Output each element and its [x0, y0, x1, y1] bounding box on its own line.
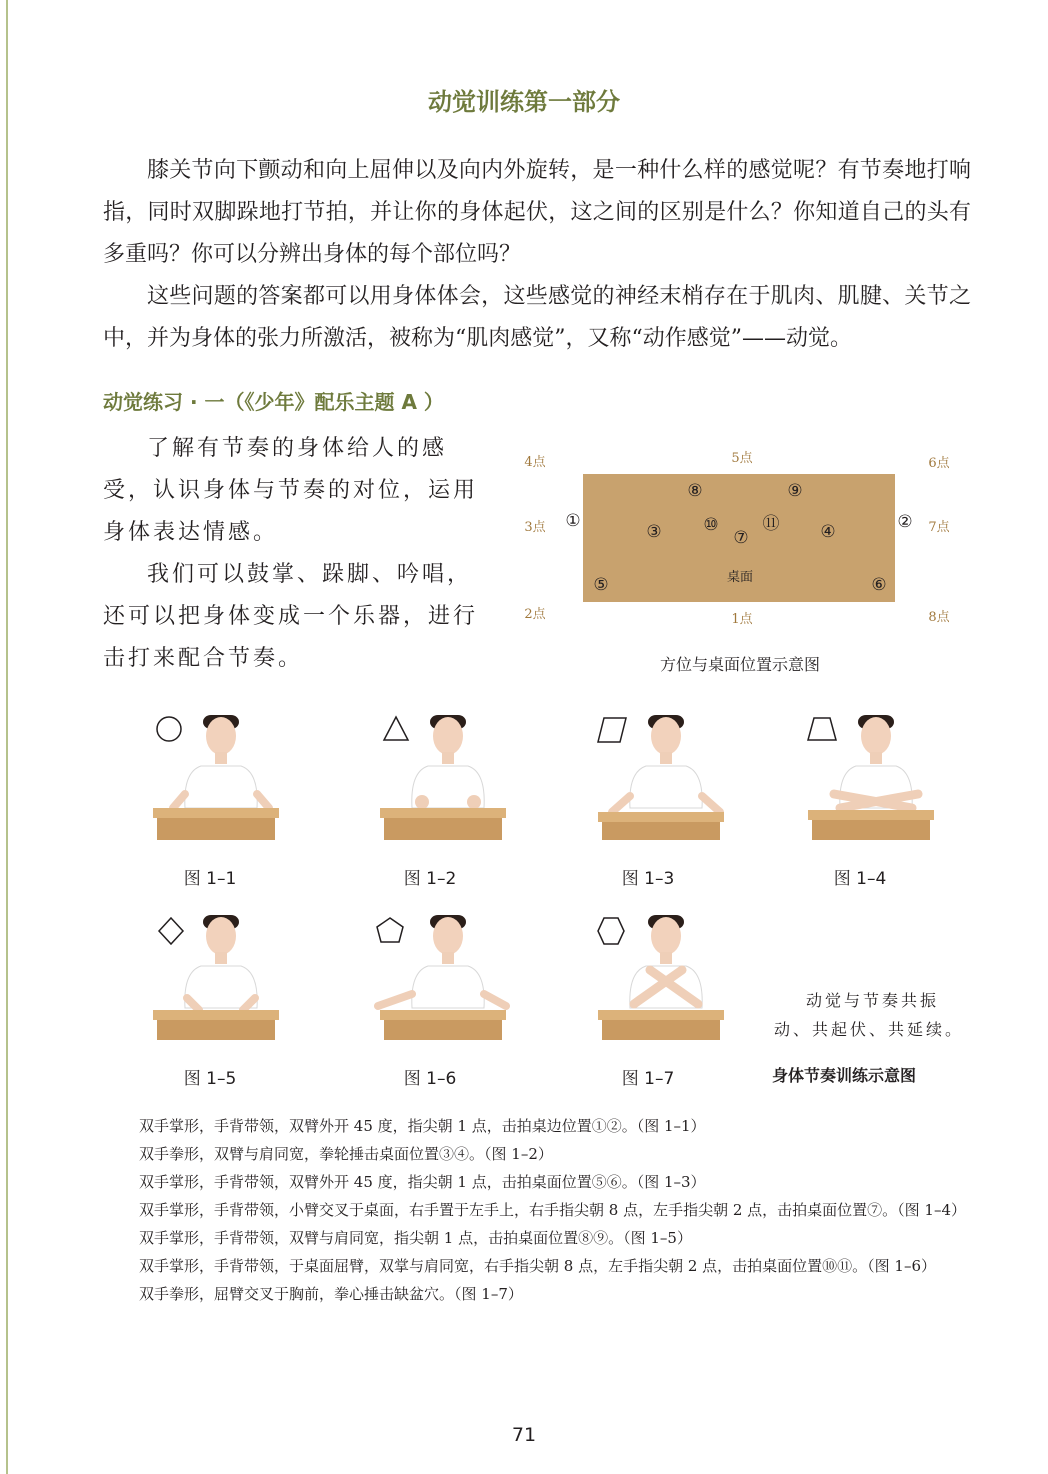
- figure-1-1-caption: 图 1–1: [183, 869, 237, 889]
- description-item: 双手掌形，手背带领，于桌面屈臂，双掌与肩同宽，右手指尖朝 8 点，左手指尖朝 2 点，击拍桌面位置⑩⑪。（图 1–6）: [139, 1257, 937, 1275]
- direction-point-2: 2点: [524, 607, 546, 622]
- page-number: 71: [511, 1424, 537, 1446]
- section-heading: 动觉练习 · 一（《少年》配乐主题 A ）: [103, 390, 444, 414]
- diagram-caption: 方位与桌面位置示意图: [659, 655, 820, 674]
- figure-1-4-caption: 图 1–4: [833, 869, 887, 889]
- description-item: 双手拳形，屈臂交叉于胸前，拳心捶击缺盆穴。（图 1–7）: [139, 1285, 523, 1303]
- figure-1-2-caption: 图 1–2: [403, 869, 457, 889]
- table-marker-10: ⑩: [703, 515, 719, 535]
- table-marker-2: ②: [897, 512, 913, 532]
- diamond-symbol-icon: [159, 918, 183, 944]
- figure-1-6: [372, 912, 512, 1042]
- table-marker-4: ④: [820, 522, 836, 542]
- figure-1-4: [800, 712, 940, 842]
- description-item: 双手掌形，手背带领，双臂与肩同宽，指尖朝 1 点，击拍桌面位置⑧⑨。（图 1–5）: [139, 1229, 692, 1247]
- section-paragraph-2: 我们可以鼓掌、跺脚、吟唱，还可以把身体变成一个乐器，进行击打来配合节奏。: [103, 562, 479, 671]
- position-diagram: [515, 440, 965, 650]
- description-item: 双手拳形，双臂与肩同宽，拳轮捶击桌面位置③④。（图 1–2）: [139, 1145, 553, 1163]
- table-surface-label: 桌面: [726, 570, 754, 585]
- table-marker-11: ⑪: [762, 514, 780, 534]
- direction-point-7: 7点: [928, 520, 950, 535]
- trapezoid-symbol-icon: [808, 718, 836, 740]
- table-marker-8: ⑧: [687, 481, 703, 501]
- table-marker-1: ①: [565, 511, 581, 531]
- direction-point-8: 8点: [928, 610, 950, 625]
- section-text: [103, 428, 479, 680]
- direction-point-4: 4点: [524, 455, 546, 470]
- direction-point-3: 3点: [524, 520, 546, 535]
- figure-1-3-caption: 图 1–3: [621, 869, 675, 889]
- figure-1-3: [590, 712, 730, 842]
- description-item: 双手掌形，手背带领，小臂交叉于桌面，右手置于左手上，右手指尖朝 8 点，左手指尖朝 2 点，击拍桌面位置⑦。（图 1–4）: [139, 1201, 967, 1219]
- table-marker-5: ⑤: [593, 575, 609, 595]
- table-marker-3: ③: [646, 522, 662, 542]
- direction-point-1: 1点: [731, 612, 753, 627]
- description-item: 双手掌形，手背带领，双臂外开 45 度，指尖朝 1 点，击拍桌边位置①②。（图 1–1）: [139, 1117, 706, 1135]
- side-note: [774, 986, 970, 1044]
- figure-1-5: [145, 912, 285, 1042]
- page-title: 动觉训练第一部分: [428, 88, 620, 116]
- table-marker-7: ⑦: [733, 528, 749, 548]
- direction-point-6: 6点: [928, 456, 950, 471]
- hexagon-symbol-icon: [598, 918, 624, 944]
- pentagon-symbol-icon: [377, 918, 403, 942]
- position-diagram-svg: [515, 440, 965, 650]
- intro-paragraph-2: 这些问题的答案都可以用身体体会，这些感觉的神经末梢存在于肌肉、肌腱、关节之中，并为身体的张力所激活，被称为“肌肉感觉”，又称“动作感觉”——动觉。: [103, 284, 971, 351]
- figure-1-2: [372, 712, 512, 842]
- figure-1-5-caption: 图 1–5: [183, 1069, 237, 1089]
- figure-1-7: [590, 912, 730, 1042]
- intro-text: [103, 150, 971, 360]
- table-marker-9: ⑨: [787, 481, 803, 501]
- figure-1-1: [145, 712, 285, 842]
- side-note-text: 动觉与节奏共振动、共起伏、共延续。: [774, 991, 965, 1039]
- side-caption: 身体节奏训练示意图: [772, 1066, 917, 1085]
- parallelogram-symbol-icon: [598, 718, 626, 742]
- direction-point-5: 5点: [731, 451, 753, 466]
- figure-1-6-caption: 图 1–6: [403, 1069, 457, 1089]
- page-margin-line: [6, 0, 8, 1474]
- section-paragraph-1: 了解有节奏的身体给人的感受，认识身体与节奏的对位，运用身体表达情感。: [103, 436, 479, 545]
- table-marker-6: ⑥: [871, 575, 887, 595]
- intro-paragraph-1: 膝关节向下颤动和向上屈伸以及向内外旋转，是一种什么样的感觉呢？有节奏地打响指，同时双脚跺地打节拍，并让你的身体起伏，这之间的区别是什么？你知道自己的头有多重吗？你可以分辨出身体的每个部位吗？: [103, 158, 971, 267]
- circle-symbol-icon: [157, 717, 181, 741]
- triangle-symbol-icon: [384, 717, 408, 740]
- description-item: 双手掌形，手背带领，双臂外开 45 度，指尖朝 1 点，击拍桌面位置⑤⑥。（图 1–3）: [139, 1173, 706, 1191]
- figure-1-7-caption: 图 1–7: [621, 1069, 675, 1089]
- description-list: [103, 1112, 969, 1308]
